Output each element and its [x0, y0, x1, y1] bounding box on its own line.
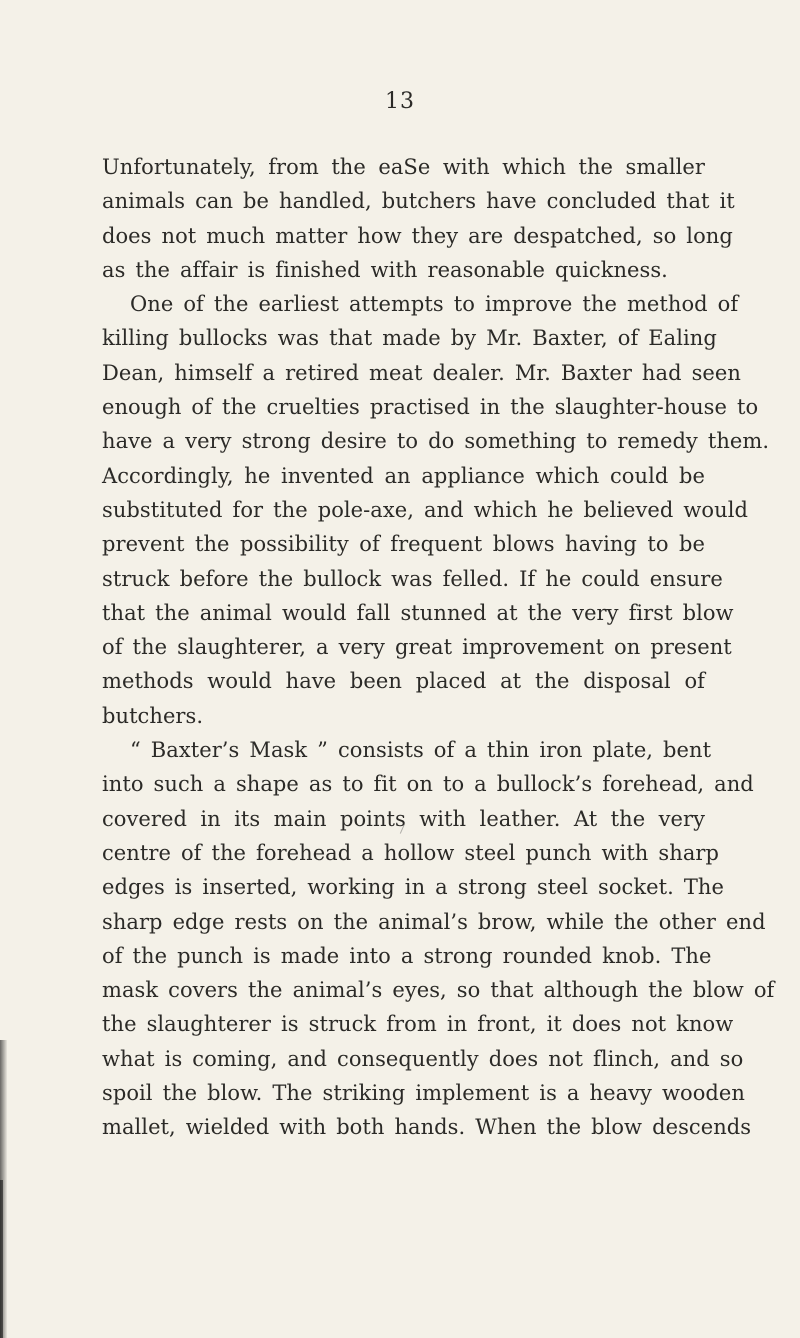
- text-line-2: animals can be handled, butchers have concluded that it: [102, 189, 735, 214]
- text-line-25: mask covers the animal’s eyes, so that although the blow of: [102, 978, 775, 1003]
- text-line-3: does not much matter how they are despatched, so long: [102, 223, 733, 248]
- text-line-19: into such a shape as to fit on to a bullock’s forehead, and: [102, 772, 754, 797]
- text-line-14: that the animal would fall stunned at the very first blow: [102, 600, 734, 625]
- body-text: [102, 150, 775, 1145]
- text-line-23: sharp edge rests on the animal’s brow, while the other end: [102, 909, 766, 934]
- text-line-5: One of the earliest attempts to improve the method of: [130, 292, 739, 317]
- text-line-22: edges is inserted, working in a strong steel socket. The: [102, 875, 724, 900]
- text-line-12: prevent the possibility of frequent blows having to be: [102, 532, 705, 557]
- text-line-21: centre of the forehead a hollow steel punch with sharp: [102, 840, 719, 865]
- text-line-15: of the slaughterer, a very great improvement on present: [102, 635, 732, 660]
- text-line-20: covered in its main points with leather. At the very: [102, 806, 705, 831]
- text-line-8: enough of the cruelties practised in the slaughter-house to: [102, 395, 759, 420]
- text-line-4: as the affair is finished with reasonable quickness.: [102, 257, 668, 282]
- text-line-16: methods would have been placed at the disposal of: [102, 669, 705, 694]
- text-line-13: struck before the bullock was felled. If he could ensure: [102, 566, 723, 591]
- text-line-7: Dean, himself a retired meat dealer. Mr. Baxter had seen: [102, 360, 741, 385]
- text-line-9: have a very strong desire to do something to remedy them.: [102, 429, 770, 454]
- text-line-29: mallet, wielded with both hands. When the blow descends: [102, 1115, 752, 1140]
- text-line-6: killing bullocks was that made by Mr. Baxter, of Ealing: [102, 326, 717, 351]
- text-line-26: the slaughterer is struck from in front, it does not know: [102, 1012, 734, 1037]
- text-line-10: Accordingly, he invented an appliance which could be: [102, 463, 705, 488]
- text-line-27: what is coming, and consequently does not flinch, and so: [102, 1046, 744, 1071]
- text-line-17: butchers.: [102, 703, 204, 728]
- text-line-28: spoil the blow. The striking implement is a heavy wooden: [102, 1081, 745, 1106]
- text-line-18: “ Baxter’s Mask ” consists of a thin iron plate, bent: [130, 738, 712, 763]
- text-line-11: substituted for the pole-axe, and which he believed would: [102, 497, 748, 522]
- page-edge: [0, 1180, 3, 1338]
- text-line-24: of the punch is made into a strong rounded knob. The: [102, 943, 712, 968]
- page-number: 13: [385, 89, 415, 114]
- text-line-1: Unfortunately, from the eaSe with which the smaller: [102, 155, 705, 179]
